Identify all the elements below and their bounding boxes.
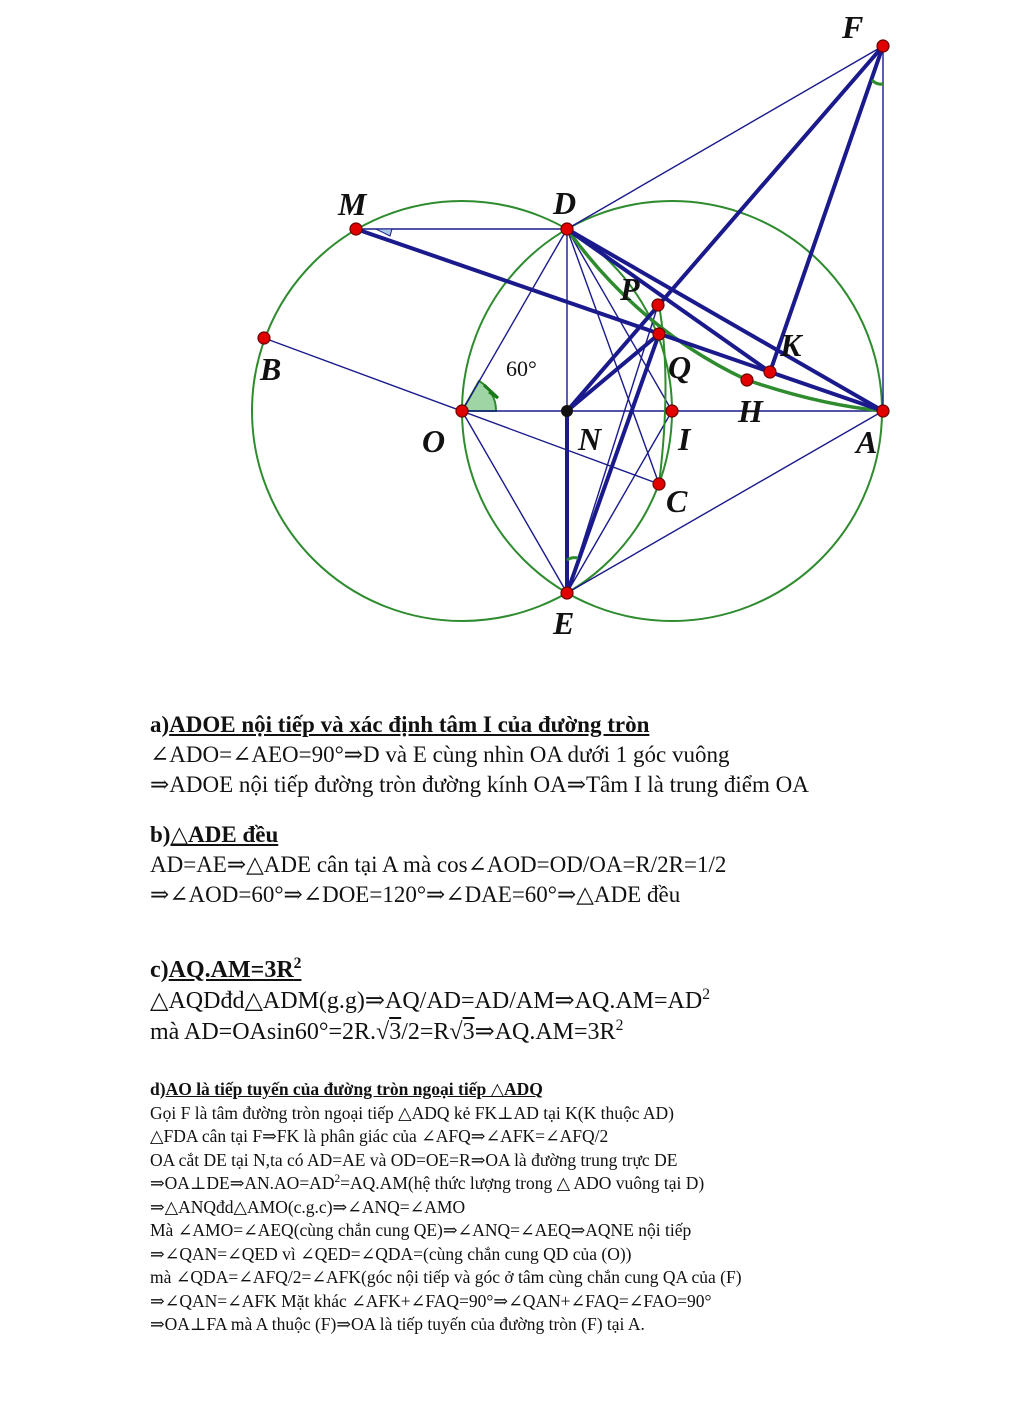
point-h	[741, 374, 753, 386]
section-d-line: △FDA cân tại F⇒FK là phân giác của ∠AFQ⇒∠AFK=∠AFQ/2	[150, 1126, 609, 1146]
angle-mark-f	[872, 80, 883, 84]
section-d-line: $\Rightarrow OA\perp DE\Rightarrow AN.AO=AD^2=AQ.AM(hệ$ thức lượng trong △ ADO vuông tại D)	[150, 1173, 705, 1193]
label-o: O	[422, 423, 446, 459]
geometry-figure	[0, 0, 1024, 660]
angle-mark-e	[567, 558, 578, 560]
section-a-line: ⇒ADOE nội tiếp đường tròn đường kính OA⇒Tâm I là trung điểm OA	[150, 771, 809, 797]
label-m: M	[338, 186, 367, 222]
label-d: D	[553, 185, 577, 221]
angle-60-marker	[462, 381, 496, 411]
points	[258, 40, 889, 599]
section-d-line: ⇒∠QAN=∠QED vì ∠QED=∠QDA=(cùng chắn cung QD của (O))	[150, 1243, 632, 1264]
section-d-line: Mà ∠AMO=∠AEQ(cùng chắn cung QE)⇒∠ANQ=∠AEQ⇒AQNE nội tiếp	[150, 1220, 692, 1240]
label-n: N	[578, 421, 602, 457]
section-d-line: mà ∠QDA=∠AFQ/2=∠AFK(góc nội tiếp và góc ở tâm cùng chắn cung QA của (F)	[150, 1267, 742, 1287]
section-d-line: OA cắt DE tại N,ta có AD=AE và OD=OE=R⇒OA là đường trung trực DE	[150, 1149, 678, 1170]
label-q: Q	[668, 349, 692, 385]
section-d-line: Gọi F là tâm đường tròn ngoại tiếp △ADQ kẻ FK⊥AD tại K(K thuộc AD)	[150, 1102, 675, 1123]
point-o	[456, 405, 468, 417]
label-f: F	[842, 9, 864, 45]
point-f	[877, 40, 889, 52]
label-angle-60: 60°	[506, 356, 537, 381]
label-a: A	[856, 424, 878, 460]
label-e: E	[553, 605, 575, 641]
point-b	[258, 332, 270, 344]
sqrt-symbol: √ 3	[376, 1019, 401, 1045]
point-a	[877, 405, 889, 417]
section-a-line: ∠ADO=∠AEO=90°⇒D và E cùng nhìn OA dưới 1 góc vuông	[150, 741, 730, 767]
section-b-line: AD=AE⇒△ADE cân tại A mà cos∠AOD=OD/OA=R/2R=1/2	[150, 851, 727, 877]
section-b-line: ⇒∠AOD=60°⇒∠DOE=120°⇒∠DAE=60°⇒△ADE đều	[150, 881, 681, 907]
section-d	[150, 1078, 1010, 1337]
point-i	[666, 405, 678, 417]
section-d-line: ⇒OA⊥FA mà A thuộc (F)⇒OA là tiếp tuyến của đường tròn (F) tại A.	[150, 1314, 645, 1334]
section-c-title: $c)AQ.AM=3R^2$	[150, 955, 302, 983]
point-c	[653, 478, 665, 490]
point-k	[764, 366, 776, 378]
point-e	[561, 587, 573, 599]
label-i: I	[678, 421, 691, 457]
point-p	[652, 299, 664, 311]
section-a-title: a)ADOE nội tiếp và xác định tâm I của đường tròn	[150, 712, 650, 737]
section-a	[150, 710, 1010, 800]
sqrt-symbol: √ 3	[449, 1019, 474, 1045]
section-c-line: mà AD=OAsin60°=2R.√ 3/2=R√ $3\Rightarrow AQ.AM=3R^2$	[150, 1017, 1010, 1048]
section-d-title: d)AO là tiếp tuyến của đường tròn ngoại tiếp △ADQ	[150, 1079, 543, 1099]
section-c	[150, 955, 1010, 1049]
section-d-line: ⇒∠QAN=∠AFK Mặt khác ∠AFK+∠FAQ=90°⇒∠QAN+∠FAQ=∠FAO=90°	[150, 1290, 712, 1311]
section-b	[150, 820, 1010, 910]
thick-lines	[356, 46, 883, 593]
point-m	[350, 223, 362, 235]
section-c-line: $\triangle AQDđd\triangle ADM(g.g)\Rightarrow AQ/AD=AD/AM\Rightarrow AQ.AM=AD^2$	[150, 986, 710, 1015]
label-k: K	[780, 327, 802, 363]
point-q	[653, 328, 665, 340]
label-h: H	[738, 393, 763, 429]
point-n	[561, 405, 573, 417]
label-p: P	[620, 271, 640, 307]
label-c: C	[666, 483, 688, 519]
section-d-line: ⇒△ANQđd△AMO(c.g.c)⇒∠ANQ=∠AMO	[150, 1196, 466, 1217]
label-b: B	[260, 351, 282, 387]
point-d	[561, 223, 573, 235]
section-b-title: b)△ADE đều	[150, 822, 279, 847]
